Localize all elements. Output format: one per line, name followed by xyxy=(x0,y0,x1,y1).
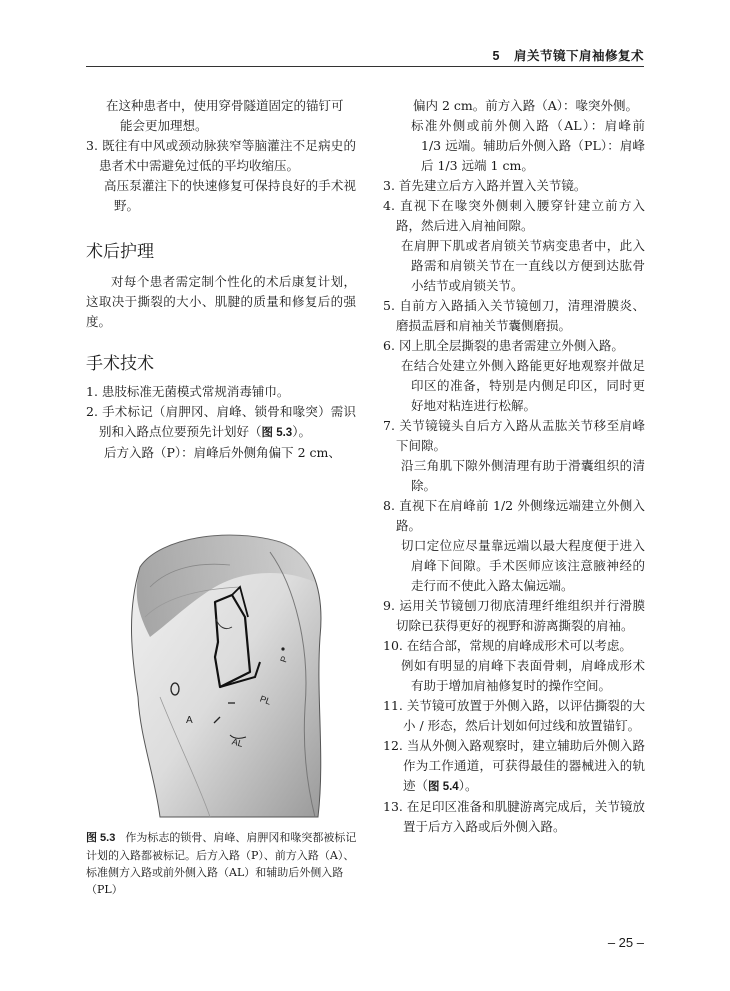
list-subitem: 沿三角肌下隙外侧清理有助于滑囊组织的清除。 xyxy=(401,458,645,493)
list-item: 1. 患肢标准无菌模式常规消毒铺巾。 xyxy=(86,384,290,399)
left-column xyxy=(86,96,356,463)
intro-line: 能会更加理想。 xyxy=(120,118,208,133)
figure-caption xyxy=(86,829,358,898)
right-column xyxy=(383,96,645,837)
list-item: 4. 直视下在喙突外侧刺入腰穿针建立前方入路，然后进入肩袖间隙。 xyxy=(383,198,645,233)
list-subitem: 偏内 2 cm。前方入路（A）：喙突外侧。 xyxy=(413,98,639,113)
figure-ref-link[interactable]: 图 5.3 xyxy=(261,427,293,439)
list-subitem: 后方入路（P）：肩峰后外侧角偏下 2 cm、 xyxy=(104,445,341,460)
list-item: 5. 自前方入路插入关节镜刨刀，清理滑膜炎、磨损盂唇和肩袖关节囊侧磨损。 xyxy=(383,298,645,333)
paragraph: 对每个患者需定制个性化的术后康复计划，这取决于撕裂的大小、肌腱的质量和修复后的强度。 xyxy=(86,274,356,329)
list-item: 11. 关节镜可放置于外侧入路，以评估撕裂的大小 / 形态，然后计划如何过线和放置锚钉。 xyxy=(383,698,645,733)
intro-line: 在这种患者中，使用穿骨隧道固定的锚钉可 xyxy=(106,98,344,113)
chapter-number: 5 xyxy=(492,49,500,63)
caption-title: 作为标志的锁骨、肩峰、肩胛冈和喙突都被标记 xyxy=(125,831,357,844)
label-a: A xyxy=(186,715,193,726)
page-number: – 25 – xyxy=(607,935,644,950)
caption-label: 图 5.3 xyxy=(86,832,116,844)
caption-body: 计划的入路都被标记。后方入路（P）、前方入路（A）、标准侧方入路或前外侧入路（AL）和辅助后外侧入路（PL） xyxy=(86,849,355,896)
figure-ref-link[interactable]: 图 5.4 xyxy=(428,781,459,793)
list-item: 9. 运用关节镜刨刀彻底清理纤维组织并行滑膜切除已获得更好的视野和游离撕裂的肩袖。 xyxy=(383,598,645,633)
list-item: 13. 在足印区准备和肌腱游离完成后，关节镜放置于后方入路或后外侧入路。 xyxy=(383,799,645,834)
s12-text: 12. 当从外侧入路观察时，建立辅助后外侧入路作为工作通道，可获得最佳的器械进入的轨迹（ xyxy=(383,738,645,793)
section-title: 术后护理 xyxy=(86,242,154,261)
list-item: 6. 冈上肌全层撕裂的患者需建立外侧入路。 xyxy=(383,338,624,353)
list-item: 3. 首先建立后方入路并置入关节镜。 xyxy=(383,178,587,193)
section-title: 手术技术 xyxy=(86,354,154,373)
list-item: 8. 直视下在肩峰前 1/2 外侧缘远端建立外侧入路。 xyxy=(383,498,645,533)
list-item: 10. 在结合部，常规的肩峰成形术可以考虑。 xyxy=(383,638,632,653)
list-item: 3. 既往有中风或颈动脉狭窄等脑灌注不足病史的患者术中需避免过低的平均收缩压。 xyxy=(86,138,356,173)
s12-text-end: ）。 xyxy=(458,778,478,793)
list-subitem: 例如有明显的肩峰下表面骨刺，肩峰成形术有助于增加肩袖修复时的操作空间。 xyxy=(401,658,645,693)
list-item xyxy=(86,402,356,443)
label-al: AL xyxy=(230,736,245,749)
list-subitem: 标准外侧或前外侧入路（AL）：肩峰前 1/3 远端。辅助后外侧入路（PL）：肩峰后 1/3 远端 1 cm。 xyxy=(411,118,645,173)
list-subitem: 高压泵灌注下的快速修复可保持良好的手术视野。 xyxy=(104,178,356,213)
chapter-title: 肩关节镜下肩袖修复术 xyxy=(513,49,644,63)
step2-text-end: ）。 xyxy=(292,424,311,439)
step2-text: 2. 手术标记（肩胛冈、肩峰、锁骨和喙突）需识别和入路点位要预先计划好（ xyxy=(86,404,356,439)
list-subitem: 在肩胛下肌或者肩锁关节病变患者中，此入路需和肩锁关节在一直线以方便到达肱骨小结节或肩锁关节。 xyxy=(401,238,645,293)
list-item: 7. 关节镜镜头自后方入路从盂肱关节移至肩峰下间隙。 xyxy=(383,418,645,453)
label-pl: PL xyxy=(258,693,273,707)
shoulder-figure xyxy=(120,527,336,823)
list-item xyxy=(383,736,645,797)
header-rule xyxy=(86,66,644,67)
running-header xyxy=(493,46,644,64)
label-p: P xyxy=(278,654,290,664)
list-subitem: 在结合处建立外侧入路能更好地观察并做足印区的准备，特别是内侧足印区，同时更好地对粘连进行松解。 xyxy=(401,358,645,413)
list-subitem: 切口定位应尽量靠远端以最大程度便于进入肩峰下间隙。手术医师应该注意腋神经的走行而不使此入路太偏远端。 xyxy=(401,538,645,593)
